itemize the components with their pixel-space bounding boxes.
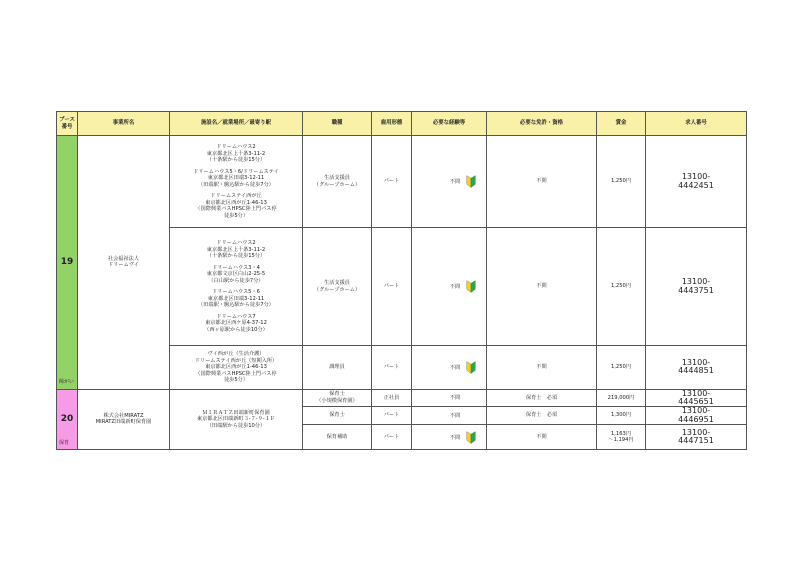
facility-line: ドリームハウス7 xyxy=(216,313,256,320)
employment-type: パート xyxy=(372,346,412,390)
company-name xyxy=(78,136,170,390)
job-title-line: 保育士 xyxy=(329,412,345,419)
facility-block xyxy=(171,289,301,309)
booth-category: 保育 xyxy=(59,439,70,446)
facility-line: 東京都北区西が丘1-46-13 xyxy=(205,199,267,206)
wage-line: ～1,194円 xyxy=(608,437,634,444)
header-booth: ブース番号 xyxy=(57,112,78,136)
license-required: 不問 xyxy=(487,228,597,346)
job-number-line: 13100- xyxy=(681,277,711,287)
experience-required xyxy=(412,346,487,390)
facility-line: （国際興業バスHPSC陸上門バス停 xyxy=(195,370,277,377)
header-license: 必要な免許・資格 xyxy=(487,112,597,136)
experience-required xyxy=(412,389,487,407)
company-name-line: ドリームヴイ xyxy=(108,262,139,269)
license-required: 不問 xyxy=(487,346,597,390)
company-name xyxy=(78,389,170,450)
employment-type: 正社員 xyxy=(372,389,412,407)
table-row xyxy=(57,136,747,228)
job-number-line: 13100- xyxy=(681,357,711,367)
job-number xyxy=(646,425,747,450)
job-number-line: 13100- xyxy=(681,172,711,182)
job-number xyxy=(646,407,747,425)
facility-line: ドリームハウス5・6/ドリームステイ xyxy=(193,168,279,175)
facility-block xyxy=(171,351,301,384)
facility-line: 徒歩5分） xyxy=(223,377,249,383)
facility-line: （十条駅から徒歩15分） xyxy=(206,253,266,259)
wage-line: 219,000円 xyxy=(607,394,635,401)
facility-block xyxy=(171,193,301,219)
job-title-line: 保育補助 xyxy=(326,433,348,440)
wage-line: 1,300円 xyxy=(610,412,632,419)
header-facility: 施設名／就業場所／最寄り駅 xyxy=(170,112,303,136)
job-fair-table xyxy=(56,111,747,450)
table-header-row xyxy=(57,112,747,136)
facility-line: 東京都北区西ケ原4-37-12 xyxy=(205,320,267,326)
wage-line: 1,250円 xyxy=(610,364,632,370)
experience-required xyxy=(412,407,487,425)
facility-line: 東京都北区上十条3-11-2 xyxy=(206,150,266,157)
header-job-id: 求人番号 xyxy=(646,112,747,136)
job-number-line: 4444851 xyxy=(678,366,714,376)
beginner-spacer xyxy=(464,409,478,422)
facility-cell xyxy=(170,389,303,450)
booth-number: 20 xyxy=(60,413,74,424)
beginner-mark-icon xyxy=(464,361,478,374)
job-number xyxy=(646,228,747,346)
job-number-line: 4442451 xyxy=(678,180,714,190)
facility-line: 東京都北区田端3-12-11 xyxy=(207,175,265,181)
facility-line: ヴイ西が丘（生活介護） xyxy=(207,351,265,357)
employment-type: パート xyxy=(372,136,412,228)
experience-text: 不問 xyxy=(449,413,461,420)
job-number-line: 13100- xyxy=(681,388,711,398)
wage xyxy=(597,228,646,346)
license-required: 不問 xyxy=(487,136,597,228)
facility-block xyxy=(171,410,301,430)
job-title-line: （グループホーム） xyxy=(313,181,361,188)
facility-line: （田端駅から徒歩10分） xyxy=(206,422,266,429)
job-number xyxy=(646,136,747,228)
employment-type: パート xyxy=(372,407,412,425)
experience-text: 不問 xyxy=(449,364,461,371)
facility-line: ドリームステイ西が丘 xyxy=(210,193,262,199)
facility-line: 東京都文京区白山2-25-5 xyxy=(206,271,266,277)
job-number-line: 4446951 xyxy=(678,414,714,424)
facility-cell xyxy=(170,136,303,228)
facility-block xyxy=(171,169,301,189)
header-company: 事業所名 xyxy=(78,112,170,136)
employment-type: パート xyxy=(372,228,412,346)
job-number-line: 13100- xyxy=(681,406,711,416)
license-required: 保育士 必須 xyxy=(487,389,597,407)
license-required: 保育士 必須 xyxy=(487,407,597,425)
wage-line: 1,250円 xyxy=(610,283,632,290)
facility-line: （白山駅から徒歩7分） xyxy=(208,277,264,284)
facility-line: ドリームハウス2 xyxy=(216,240,256,246)
table-row xyxy=(57,389,747,407)
beginner-mark-icon xyxy=(464,280,478,293)
facility-line: ＭＩＲＡＴＺ田端新町保育園 xyxy=(202,409,270,416)
experience-required xyxy=(412,136,487,228)
beginner-mark-icon xyxy=(464,431,478,444)
header-employment: 雇用形態 xyxy=(372,112,412,136)
experience-text: 不問 xyxy=(449,395,461,402)
experience-required xyxy=(412,228,487,346)
company-name-line: 株式会社MIRATZ xyxy=(103,412,144,419)
job-number-line: 4445651 xyxy=(678,396,714,406)
company-name-line: MIRATZ田端新町保育園 xyxy=(95,419,152,426)
job-title xyxy=(303,425,372,450)
header-wage: 賃金 xyxy=(597,112,646,136)
booth-category: 障がい xyxy=(59,379,75,386)
job-title-line: （小規模保育園） xyxy=(316,397,358,404)
facility-line: ドリームハウス3・4 xyxy=(212,264,260,271)
booth-cell xyxy=(57,389,78,450)
job-number-line: 4447151 xyxy=(678,436,714,446)
job-title xyxy=(303,407,372,425)
header-job: 職種 xyxy=(303,112,372,136)
experience-required xyxy=(412,425,487,450)
wage xyxy=(597,389,646,407)
facility-cell xyxy=(170,346,303,390)
facility-line: （国際興業バスHPSC陸上門バス停 xyxy=(195,206,277,212)
job-title-line: 生活支援員 xyxy=(324,280,350,286)
beginner-mark-icon xyxy=(464,175,478,188)
facility-line: 東京都北区西が丘1-46-13 xyxy=(205,364,267,370)
wage xyxy=(597,136,646,228)
facility-line: 東京都北区田端3-12-11 xyxy=(207,295,265,302)
facility-line: （田端駅・駒込駅から徒歩7分） xyxy=(198,302,274,308)
job-title xyxy=(303,346,372,390)
job-title xyxy=(303,228,372,346)
facility-block xyxy=(171,314,301,334)
wage-line: 1,250円 xyxy=(610,178,632,185)
job-number-line: 13100- xyxy=(681,427,711,437)
facility-line: （田端駅・駒込駅から徒歩7分） xyxy=(198,181,274,188)
table-body xyxy=(57,136,747,450)
facility-line: （西ヶ原駅から徒歩10分） xyxy=(204,326,268,333)
booth-cell xyxy=(57,136,78,390)
job-title-line: （グループホーム） xyxy=(313,286,361,293)
job-title-line: 生活支援員 xyxy=(324,175,350,181)
job-number xyxy=(646,389,747,407)
facility-line: ドリームハウス5・6 xyxy=(212,289,260,295)
booth-number: 19 xyxy=(60,256,74,267)
company-name-line: 社会福祉法人 xyxy=(107,255,140,262)
facility-line: 東京都北区上十条3-11-2 xyxy=(206,246,266,253)
job-number-line: 4443751 xyxy=(678,285,714,295)
job-title xyxy=(303,136,372,228)
license-required: 不問 xyxy=(487,425,597,450)
facility-block xyxy=(171,144,301,164)
beginner-spacer xyxy=(464,391,478,404)
employment-type: パート xyxy=(372,425,412,450)
wage xyxy=(597,425,646,450)
header-experience: 必要な経験等 xyxy=(412,112,487,136)
facility-line: ドリームステイ西が丘（短期入所） xyxy=(194,357,278,364)
wage-line: 1,163円 xyxy=(610,430,632,437)
facility-line: （十条駅から徒歩15分） xyxy=(206,157,266,163)
facility-cell xyxy=(170,228,303,346)
facility-line: 徒歩5分） xyxy=(223,212,249,219)
experience-text: 不問 xyxy=(449,284,461,290)
facility-line: 東京都北区田端新町３-７-９-１Ｆ xyxy=(196,416,276,423)
facility-line: ドリームハウス2 xyxy=(216,144,256,150)
experience-text: 不問 xyxy=(449,434,461,441)
wage xyxy=(597,407,646,425)
facility-block xyxy=(171,240,301,260)
experience-text: 不問 xyxy=(449,179,461,185)
job-title xyxy=(303,389,372,407)
job-number xyxy=(646,346,747,390)
job-title-line: 保育士 xyxy=(329,391,345,398)
facility-block xyxy=(171,265,301,285)
wage xyxy=(597,346,646,390)
job-title-line: 調理員 xyxy=(329,364,345,370)
